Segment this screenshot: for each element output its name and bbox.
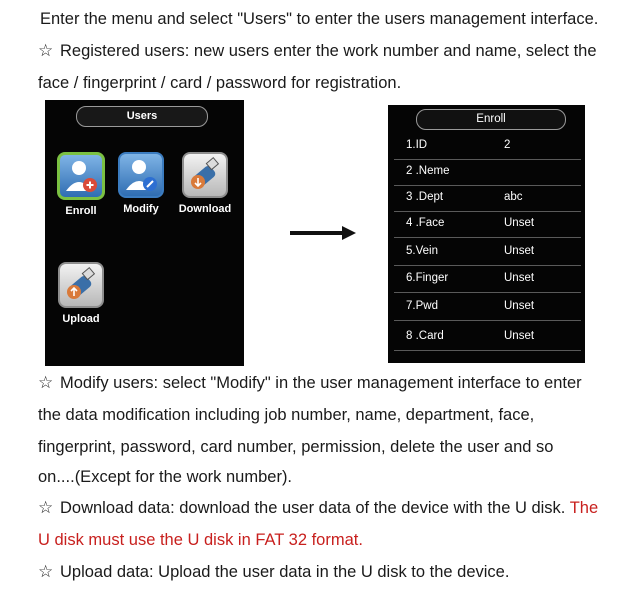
- enroll-row-card[interactable]: [394, 323, 581, 351]
- enroll-row-key: 8 .Card: [406, 330, 444, 342]
- enroll-row-key: 4 .Face: [406, 217, 445, 229]
- upload-label: Upload: [62, 313, 100, 325]
- enroll-row-key: 7.Pwd: [406, 300, 438, 312]
- enroll-tile[interactable]: [51, 152, 111, 217]
- star-bullet-icon: ☆: [38, 41, 54, 60]
- modify-line-1: [38, 373, 582, 393]
- star-bullet-icon: ☆: [38, 373, 54, 392]
- usb-download-icon: [182, 152, 228, 198]
- user-add-icon: [57, 152, 105, 200]
- modify-line-4: on....(Except for the work number).: [38, 468, 293, 486]
- modify-line-3: fingerprint, password, card number, permission, delete the user and so: [38, 438, 554, 456]
- download-line-1: [38, 498, 598, 518]
- modify-text: Modify users: select "Modify" in the user management interface to enter: [60, 374, 582, 392]
- enroll-row-value: 2: [504, 139, 511, 151]
- intro-line: Enter the menu and select "Users" to enter the users management interface.: [40, 10, 599, 28]
- enroll-row-value: abc: [504, 191, 523, 203]
- enroll-row-value: Unset: [504, 330, 535, 342]
- download-tile[interactable]: [175, 152, 235, 215]
- enroll-label: Enroll: [65, 205, 97, 217]
- enroll-row-key: 5.Vein: [406, 245, 438, 257]
- enroll-row-name[interactable]: [394, 158, 581, 186]
- enroll-row-finger[interactable]: [394, 265, 581, 293]
- enroll-row-key: 6.Finger: [406, 272, 449, 284]
- upload-text: Upload data: Upload the user data in the U disk to the device.: [60, 563, 510, 581]
- enroll-row-dept[interactable]: [394, 184, 581, 212]
- enroll-row-key: 2 .Neme: [406, 165, 450, 177]
- enroll-screen: [388, 105, 585, 363]
- enroll-row-pwd[interactable]: [394, 293, 581, 321]
- enroll-row-key: 3 .Dept: [406, 191, 444, 203]
- enroll-row-value: Unset: [504, 245, 535, 257]
- user-edit-icon: [118, 152, 164, 198]
- modify-tile[interactable]: [111, 152, 171, 215]
- enroll-row-value: Unset: [504, 272, 535, 284]
- enroll-screen-title: Enroll: [416, 109, 566, 130]
- upload-tile[interactable]: [51, 262, 111, 325]
- enroll-row-vein[interactable]: [394, 238, 581, 266]
- modify-label: Modify: [123, 203, 159, 215]
- star-bullet-icon: ☆: [38, 498, 54, 517]
- upload-line: [38, 562, 509, 582]
- enroll-row-face[interactable]: [394, 210, 581, 238]
- registered-users-text: Registered users: new users enter the work number and name, select the: [60, 42, 597, 60]
- download-warning-line: U disk must use the U disk in FAT 32 format.: [38, 531, 363, 549]
- users-screen: [45, 100, 244, 366]
- right-arrow-icon: [290, 226, 356, 240]
- download-label: Download: [178, 203, 232, 215]
- enroll-row-key: 1.ID: [406, 139, 428, 151]
- enroll-row-id[interactable]: [394, 132, 581, 160]
- star-bullet-icon: ☆: [38, 562, 54, 581]
- download-warning-start: The: [569, 499, 599, 517]
- registered-users-line-2: face / fingerprint / card / password for registration.: [38, 74, 402, 92]
- modify-line-2: the data modification including job number, name, department, face,: [38, 406, 535, 424]
- enroll-row-value: Unset: [504, 217, 535, 229]
- users-screen-title: Users: [76, 106, 208, 127]
- registered-users-line-1: [38, 41, 597, 61]
- enroll-row-value: Unset: [504, 300, 535, 312]
- usb-upload-icon: [58, 262, 104, 308]
- download-text: Download data: download the user data of the device with the U disk.: [60, 499, 566, 517]
